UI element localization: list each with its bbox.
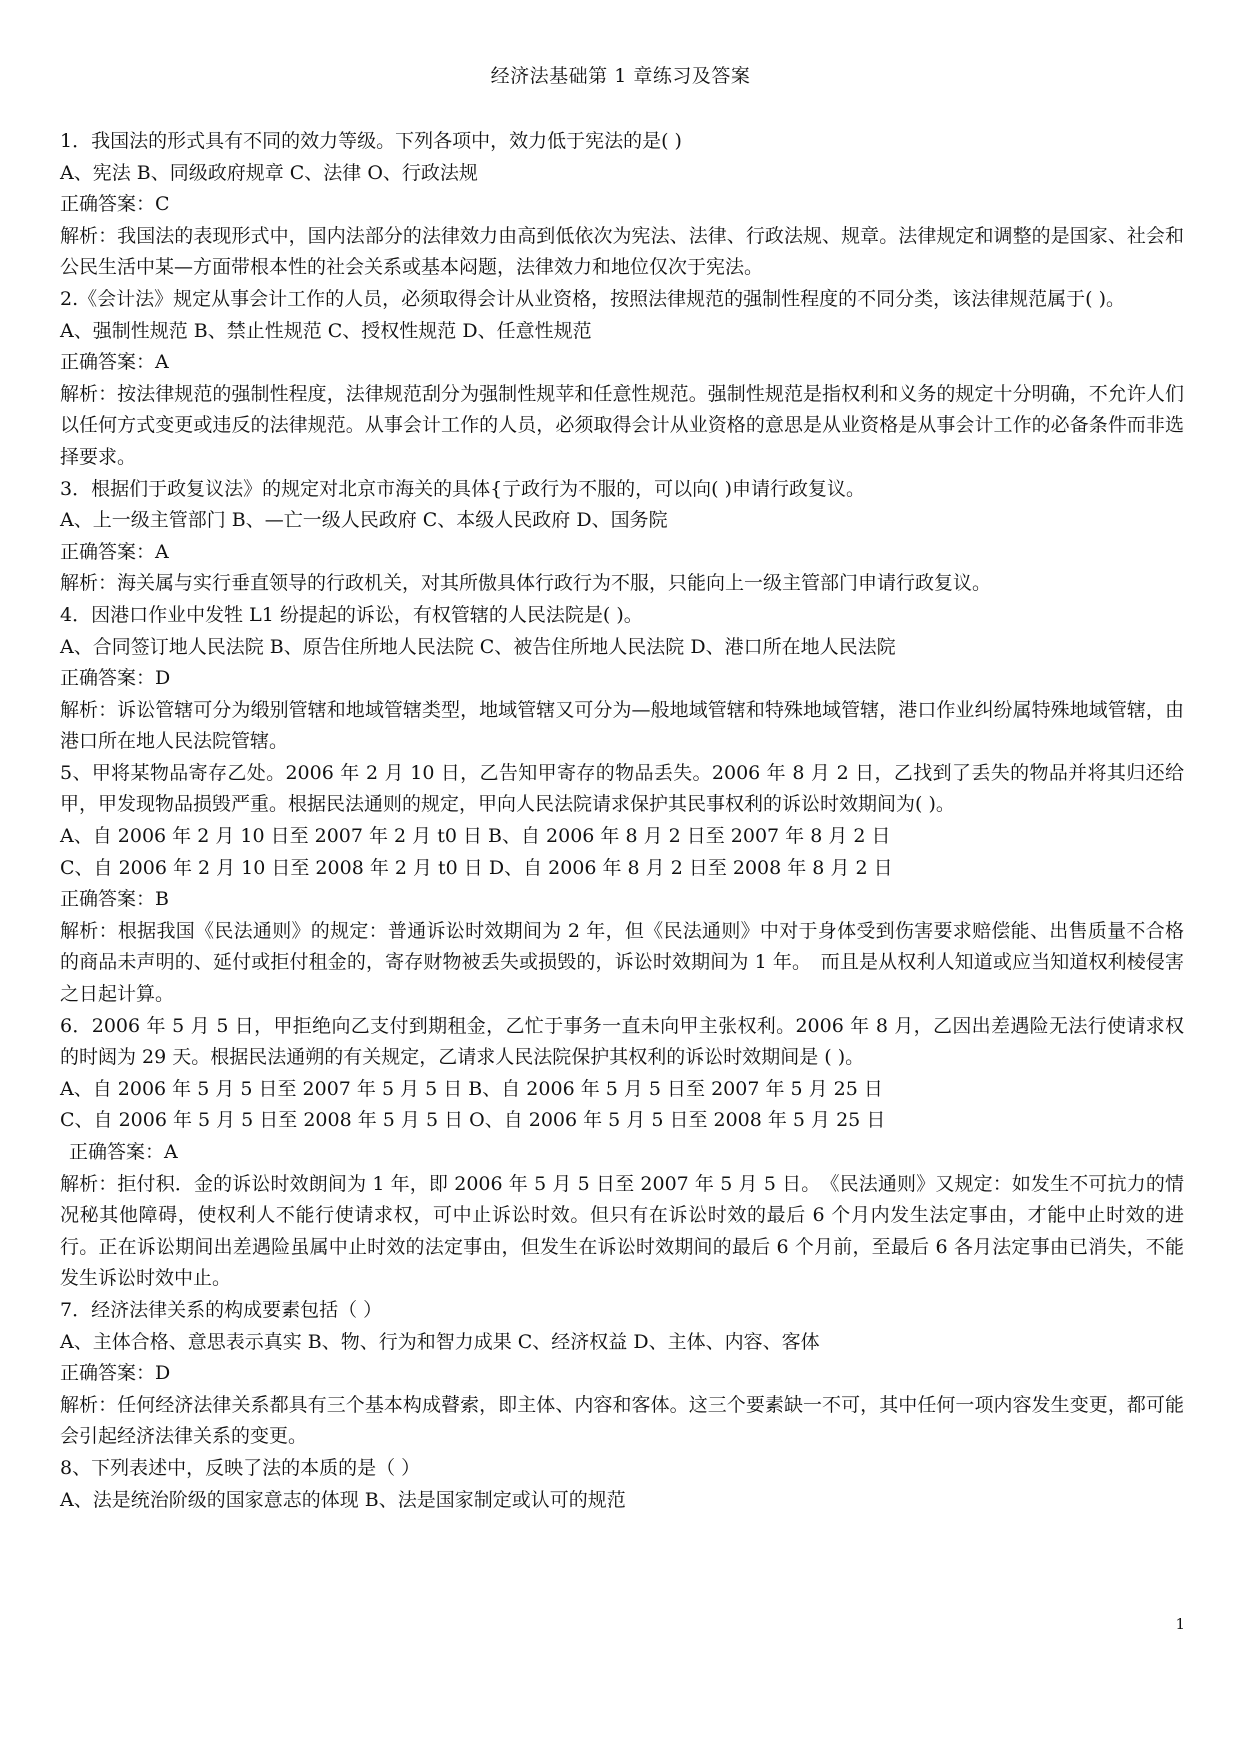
question-3-text: 3．根据们于政复议法》的规定对北京市海关的具体{亍政行为不服的，可以向( )申请行政复议。 <box>60 477 866 500</box>
question-5-text: 5、甲将某物品寄存乙处。2006 年 2 月 10 日，乙告知甲寄存的物品丢失。2006 年 8 月 2 日，乙找到了丢失的物品并将其归还给甲，甲发现物品损毁严重。根据民法通则的规定，甲向人民法院请求保护其民事权利的诉讼时效期间为( )。 <box>60 761 1184 816</box>
question-3-options: A、上一级主管部门 B、—亡一级人民政府 C、本级人民政府 D、国务院 <box>60 509 668 532</box>
question-2-answer: 正确答案：A <box>60 351 169 374</box>
question-4-answer: 正确答案：D <box>60 667 171 690</box>
question-6-text: 6．2006 年 5 月 5 日，甲拒绝向乙支付到期租金，乙忙于事务一直未向甲主张权利。2006 年 8 月，乙因出差遇险无法行使请求权的时闼为 29 天。根据民法通朔的有关规定，乙请求人民法院保护其权利的诉讼时效期间是 ( )。 <box>60 1014 1184 1069</box>
question-5-analysis: 解析：根据我国《民法通则》的规定：普通诉讼时效期间为 2 年，但《民法通则》中对于身体受到伤害要求赔偿能、出售质量不合格的商品未声明的、延付或拒付租金的，寄存财物被丢失或损毁的，诉讼时效期间为 1 年。 而且是从权利人知道或应当知道权利棱侵害之日起计算。 <box>60 919 1184 1006</box>
question-6-option-line-2: C、自 2006 年 5 月 5 日至 2008 年 5 月 5 日 O、自 2006 年 5 月 5 日至 2008 年 5 月 25 日 <box>60 1109 886 1132</box>
question-4-text: 4．因港口作业中发牲 L1 纷提起的诉讼，有权管辖的人民法院是( )。 <box>60 603 643 626</box>
question-6-option-line-1: A、自 2006 年 5 月 5 日至 2007 年 5 月 5 日 B、自 2006 年 5 月 5 日至 2007 年 5 月 25 日 <box>60 1077 883 1100</box>
question-8-text: 8、下列表述中，反映了法的本质的是（ ） <box>60 1456 421 1479</box>
page-number: 1 <box>1175 1615 1185 1633</box>
question-6-answer: 正确答案：A <box>69 1141 178 1163</box>
question-3-analysis: 解析：海关属与实行垂直领导的行政机关，对其所傲具体行政行为不服，只能向上一级主管部门申请行政复议。 <box>60 572 992 595</box>
question-5-option-line-2: C、自 2006 年 2 月 10 日至 2008 年 2 月 t0 日 D、自 2006 年 8 月 2 日至 2008 年 8 月 2 日 <box>60 856 893 879</box>
question-4-options: A、合同签订地人民法院 B、原告住所地人民法院 C、被告住所地人民法院 D、港口所在地人民法院 <box>60 635 896 658</box>
question-1-analysis: 解析：我国法的表现形式中，国内法部分的法律效力由高到低依次为宪法、法律、行政法规、规章。法律规定和调整的是国家、社会和公民生活中某—方面带根本性的社会关系或基本闷题，法律效力和地位仅次于宪法。 <box>60 224 1184 279</box>
question-7-answer: 正确答案：D <box>60 1362 171 1385</box>
question-2-analysis: 解析：按法律规范的强制性程度，法律规范刮分为强制性规苹和任意性规范。强制性规范是指权利和义务的规定十分明确，不允许人们以任何方式变更或违反的法律规范。从事会计工作的人员，必须取得会计从业资格的意思是从业资格是从事会计工作的必备条件而非选择要求。 <box>60 382 1184 468</box>
question-3-answer: 正确答案：A <box>60 540 169 563</box>
document-body <box>60 126 1184 1516</box>
question-7-options: A、主体合格、意思表示真实 B、物、行为和智力成果 C、经济权益 D、主体、内容、客体 <box>60 1330 820 1353</box>
document-title: 经济法基础第 1 章练习及答案 <box>490 65 751 87</box>
question-5-answer: 正确答案：B <box>60 888 169 911</box>
question-7-analysis: 解析：任何经济法律关系都具有三个基本构成瞽索，即主体、内容和客体。这三个要素缺一不可，其中任何一项内容发生变更，都可能会引起经济法律关系的变更。 <box>60 1393 1184 1448</box>
question-1-answer: 正确答案：C <box>60 193 170 216</box>
question-5-option-line-1: A、自 2006 年 2 月 10 日至 2007 年 2 月 t0 日 B、自 2006 年 8 月 2 日至 2007 年 8 月 2 日 <box>60 825 891 848</box>
question-4-analysis: 解析：诉讼管辖可分为缎别管辖和地域管辖类型，地域管辖又可分为—般地域管辖和特殊地域管辖，港口作业纠纷属特殊地域管辖，由港口所在地人民法院管辖。 <box>60 698 1184 753</box>
question-8-options: A、法是统治阶级的国家意志的体现 B、法是国家制定或认可的规范 <box>60 1488 626 1511</box>
question-1-options: A、宪法 B、同级政府规章 C、法律 O、行政法规 <box>60 161 478 184</box>
question-7-text: 7．经济法律关系的构成要素包括（ ） <box>60 1298 383 1321</box>
question-2-text: 2.《会计法》规定从事会计工作的人员，必须取得会计从业资格，按照法律规范的强制性程度的不同分类，该法律规范属于( )。 <box>60 287 1125 310</box>
question-1-text: 1．我国法的形式具有不同的效力等级。下列各项中，效力低于宪法的是( ) <box>60 130 682 152</box>
question-6-analysis: 解析：拒付积．金的诉讼时效朗间为 1 年，即 2006 年 5 月 5 日至 2007 年 5 月 5 日。 《民法通则》又规定：如发生不可抗力的情况秘其他障碍，使权利人不能行使请求权，可中止诉讼时效。但只有在诉讼时效的最后 6 个月内发生法定事由，才能中止时效的进行。正在诉讼期间出差遇险虽属中止时效的法定事由，但发生在诉讼时效期间的最后 6 个月前，至最后 6 各月法定事由已消失，不能发生诉讼时效中止。 <box>60 1172 1184 1290</box>
question-2-options: A、强制性规范 B、禁止性规范 C、授权性规范 D、任意性规范 <box>60 319 592 342</box>
